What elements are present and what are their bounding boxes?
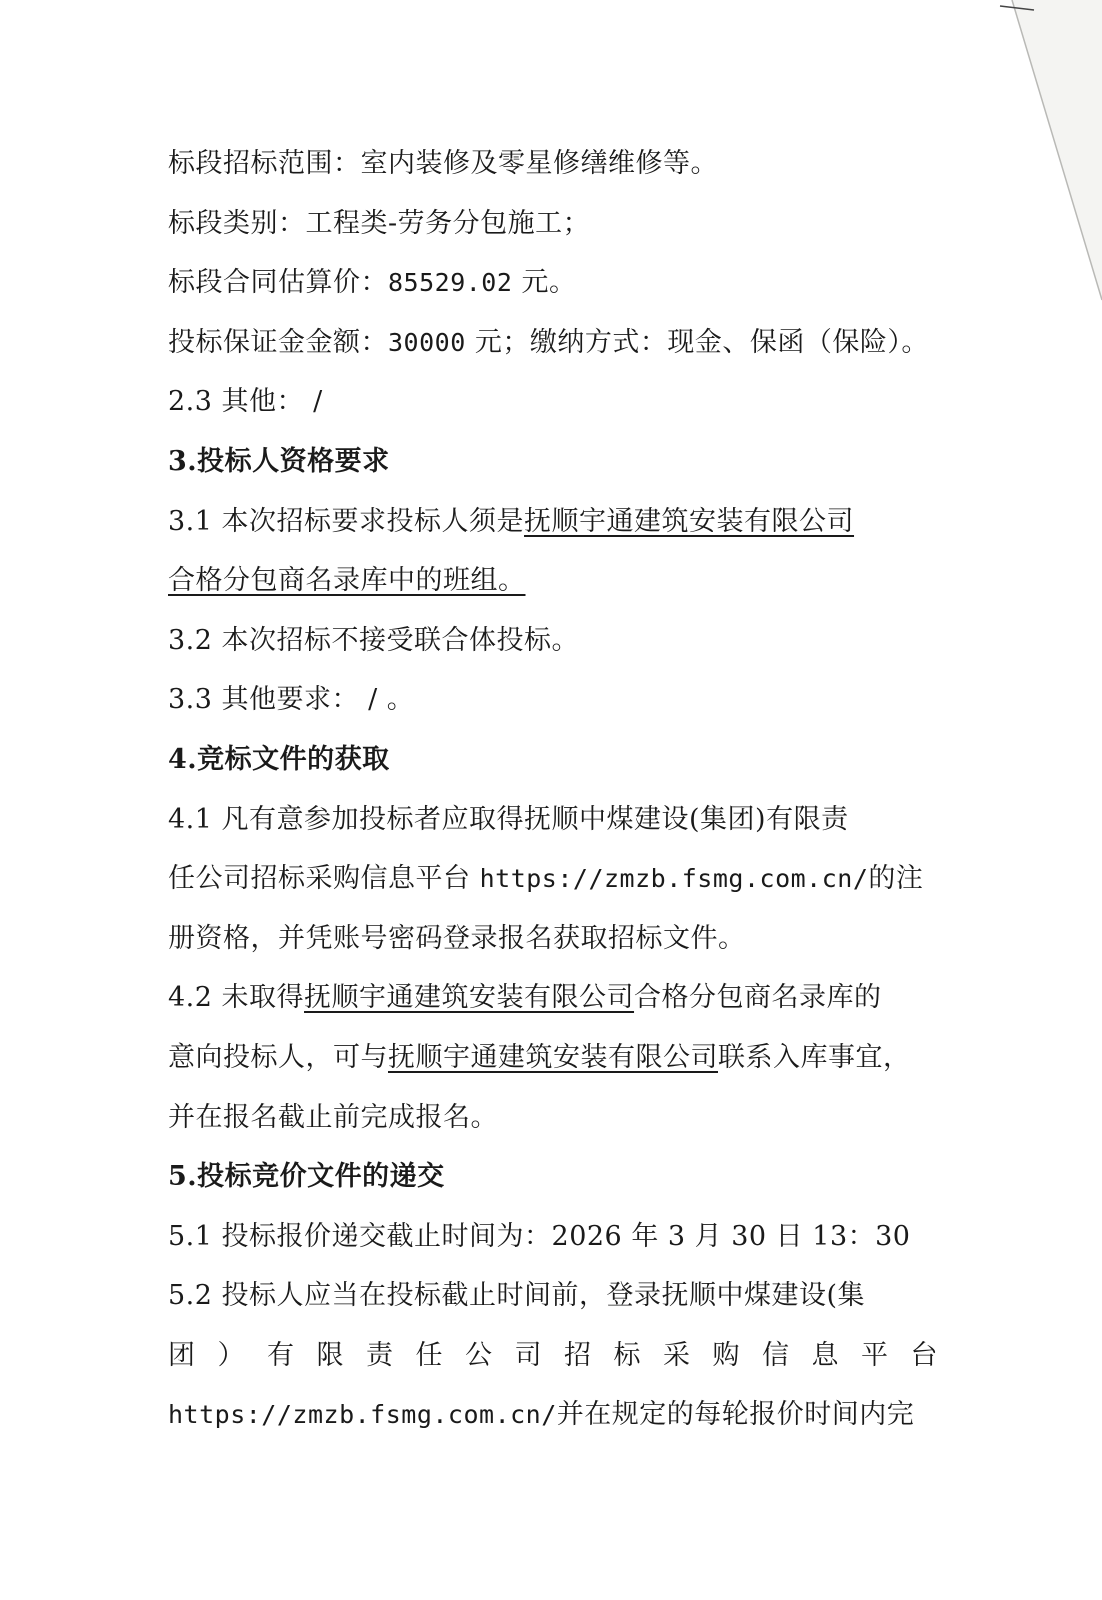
submit-5-1-line: 5.1 投标报价递交截止时间为：2026 年 3 月 30 日 13：30 bbox=[168, 1220, 911, 1252]
section-3-heading: 3.投标人资格要求 bbox=[168, 445, 390, 477]
bid-category-line: 标段类别：工程类-劳务分包施工； bbox=[168, 207, 591, 239]
obtain-4-1-line-2: 任公司招标采购信息平台 https://zmzb.fsmg.com.cn/的注 bbox=[168, 863, 924, 895]
other-line: 2.3 其他： / bbox=[168, 386, 323, 418]
qualification-3-2-line: 3.2 本次招标不接受联合体投标。 bbox=[168, 624, 580, 656]
platform-url: https://zmzb.fsmg.com.cn/ bbox=[479, 864, 869, 894]
submit-5-2-line-3: https://zmzb.fsmg.com.cn/并在规定的每轮报价时间内完 bbox=[168, 1399, 915, 1431]
platform-url-2: https://zmzb.fsmg.com.cn/ bbox=[168, 1400, 557, 1430]
company-name-underlined: 抚顺宇通建筑安装有限公司 bbox=[524, 505, 855, 537]
obtain-4-2-line-1: 4.2 未取得抚顺宇通建筑安装有限公司合格分包商名录库的 bbox=[168, 982, 882, 1014]
scanned-page-corner-fold bbox=[912, 0, 1102, 320]
obtain-4-1-line-3: 册资格，并凭账号密码登录报名获取招标文件。 bbox=[168, 922, 746, 954]
obtain-4-2-line-2: 意向投标人，可与抚顺宇通建筑安装有限公司联系入库事宜， bbox=[168, 1041, 911, 1073]
qualification-3-1-line-1: 3.1 本次招标要求投标人须是抚顺宇通建筑安装有限公司 bbox=[168, 505, 855, 537]
qualification-3-1-line-2: 合格分包商名录库中的班组。 bbox=[168, 565, 526, 597]
section-5-heading: 5.投标竞价文件的递交 bbox=[168, 1161, 445, 1193]
obtain-4-1-line-1: 4.1 凡有意参加投标者应取得抚顺中煤建设(集团)有限责 bbox=[168, 803, 849, 835]
bid-scope-line: 标段招标范围：室内装修及零星修缮维修等。 bbox=[168, 148, 718, 179]
contract-estimate-line: 标段合同估算价：85529.02 元。 bbox=[168, 267, 577, 299]
submit-5-2-line-1: 5.2 投标人应当在投标截止时间前，登录抚顺中煤建设(集 bbox=[168, 1280, 866, 1312]
section-4-heading: 4.竞标文件的获取 bbox=[168, 743, 390, 775]
document-body bbox=[168, 134, 938, 1445]
submit-5-2-line-2: 团 ） 有 限 责 任 公 司 招 标 采 购 信 息 平 台 bbox=[168, 1339, 938, 1371]
qualification-3-3-line: 3.3 其他要求： / 。 bbox=[168, 684, 415, 716]
bid-bond-line: 投标保证金金额：30000 元；缴纳方式：现金、保函（保险）。 bbox=[168, 326, 929, 358]
obtain-4-2-line-3: 并在报名截止前完成报名。 bbox=[168, 1101, 498, 1133]
